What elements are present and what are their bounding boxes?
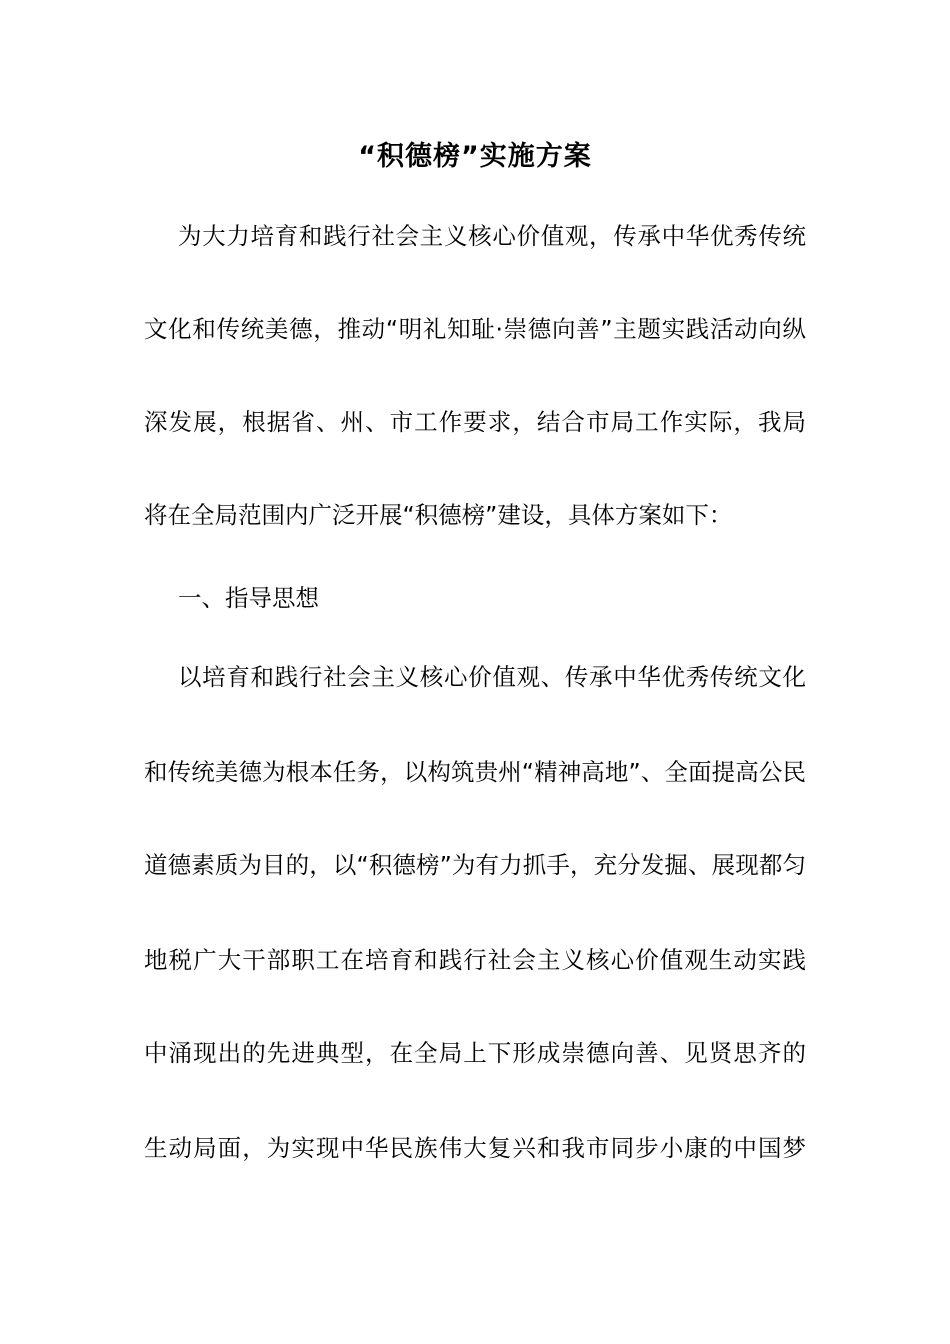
section1-line-4: 地税广大干部职工在培育和践行社会主义核心价值观生动实践 (144, 946, 806, 974)
section1-line-3: 道德素质为目的，以“积德榜”为有力抓手，充分发掘、展现都匀 (144, 851, 806, 879)
section1-line-1: 以培育和践行社会主义核心价值观、传承中华优秀传统文化 (178, 663, 806, 691)
intro-line-2: 文化和传统美德，推动“明礼知耻·崇德向善”主题实践活动向纵 (144, 315, 806, 343)
section1-line-6: 生动局面，为实现中华民族伟大复兴和我市同步小康的中国梦 (144, 1134, 806, 1162)
section1-heading: 一、指导思想 (178, 584, 319, 612)
intro-line-4: 将在全局范围内广泛开展“积德榜”建设，具体方案如下： (144, 501, 733, 529)
intro-line-3: 深发展，根据省、州、市工作要求，结合市局工作实际，我局 (144, 408, 806, 436)
document-title: “积德榜”实施方案 (358, 141, 592, 172)
section1-line-5: 中涌现出的先进典型，在全局上下形成崇德向善、见贤思齐的 (144, 1039, 806, 1067)
intro-line-1: 为大力培育和践行社会主义核心价值观，传承中华优秀传统 (178, 222, 806, 250)
section1-line-2: 和传统美德为根本任务，以构筑贵州“精神高地”、全面提高公民 (144, 758, 806, 786)
